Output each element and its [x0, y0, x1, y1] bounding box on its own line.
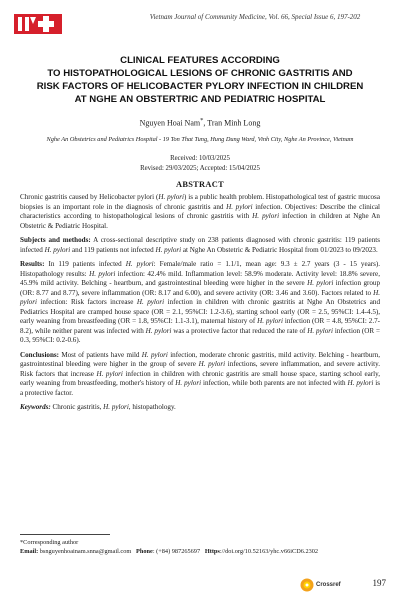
- text: In 119 patients infected: [44, 260, 126, 268]
- other-authors: , Tran Minh Long: [203, 118, 261, 128]
- doi-link[interactable]: ://doi.org/10.52163/yhc.v66iCD6.2302: [219, 547, 319, 555]
- abstract-intro: [20, 193, 380, 231]
- species-name: H. pylori: [44, 245, 71, 254]
- corresponding-mark: *: [200, 117, 204, 124]
- section-label: Results:: [20, 260, 45, 268]
- species-name: H. pylori: [141, 350, 168, 359]
- species-name: H. pylori: [89, 269, 116, 278]
- text: infection: Risk factors increase: [36, 298, 137, 306]
- abstract-heading: ABSTRACT: [175, 180, 224, 189]
- title-line: AT NGHE AN OBSTERTRIC AND PEDIATRIC HOSPITAL: [74, 94, 326, 105]
- page-number: 197: [372, 578, 386, 588]
- abstract-body: [20, 193, 380, 418]
- text: : Female/male ratio = 1.1/1, mean age: 9.3 ± 2.7 years (3 - 15 years). Histopathology results:: [20, 260, 380, 278]
- text: infection group (OR: 8.77 and 8.77), severe inflammation (OR: 8.17 and 6.00), and severe activity (OR: 3.46 and 3.60). Factors related to: [20, 279, 380, 297]
- species-name: H. pylori: [158, 193, 185, 201]
- article-title: [20, 54, 380, 106]
- species-name: H. pylori: [252, 212, 280, 220]
- text: at Nghe An Obstetric & Pediatric Hospital from 01/2023 to 09/2023.: [181, 245, 378, 254]
- species-name: H. pylori: [175, 379, 202, 387]
- text: infection, moderate chronic gastritis, mild activity. Belching - heartburn, gastrointestinal bleeding were higher in the group of severe: [20, 350, 380, 368]
- text: infections, severe inflammation, and severe activity. Risk factors that increase: [20, 360, 380, 378]
- crossref-icon: [300, 578, 314, 592]
- title-line: TO HISTOPATHOLOGICAL LESIONS OF CHRONIC GASTRITIS AND: [47, 68, 353, 79]
- abstract-conclusions: [20, 351, 380, 399]
- title-line: CLINICAL FEATURES ACCORDING: [120, 55, 280, 66]
- species-name: H. pylori: [136, 298, 165, 306]
- species-name: H. pylori: [198, 360, 226, 368]
- species-name: H. pylori: [257, 317, 283, 325]
- text: infection, while both parents are not infected with: [201, 379, 348, 387]
- species-name: H. pylori: [125, 260, 154, 268]
- abstract-keywords: [20, 403, 380, 413]
- species-name: H. pylori: [155, 245, 182, 254]
- footnote: [20, 539, 390, 556]
- species-name: H. pylori: [103, 403, 129, 411]
- phone-label: Phone: [136, 547, 153, 555]
- crossref-label: Crossref: [316, 582, 341, 588]
- text: Chronic gastritis,: [50, 403, 104, 411]
- species-name: H. pylori: [307, 326, 333, 335]
- section-label: Conclusions:: [20, 350, 60, 359]
- abstract-results: [20, 260, 380, 346]
- abstract-subjects: [20, 236, 380, 255]
- journal-logo: [14, 12, 64, 36]
- text: infection. Objectives: Describe the clinical characteristics according to histopathological lesions of chronic gastritis with: [20, 202, 380, 220]
- text: infection in children with chronic gastritis at Nghe An Obstetrics and Pediatrics Hospital are cramped house space (OR = 2.1, 95%CI: 1.2-3.6), starting school early (OR = 2.5, 95%CI: 1.4-4.5), early weaning from breastfeeding (OR = 1.8, 95%CI: 1.1-3.1), maternal history of: [20, 298, 380, 325]
- title-line: RISK FACTORS OF HELICOBACTER PYLORY INFECTION IN CHILDREN: [36, 81, 364, 92]
- email-label: Email:: [20, 547, 39, 555]
- email-address[interactable]: bsnguyenhoainam.snna@gmail.com: [38, 547, 132, 555]
- text: , histopathology.: [128, 403, 176, 411]
- text: infection (OR = 4.8, 95%CI: 2.7-8.2), while neither parent was infected with: [20, 317, 380, 335]
- phone-number: : (+84) 987265697: [152, 547, 201, 555]
- species-name: H. pylori: [145, 326, 172, 335]
- received-date: Received: 10/03/2025: [170, 155, 230, 162]
- author-list: [20, 117, 380, 128]
- revised-accepted-date: Revised: 29/03/2025; Accepted: 15/04/2025: [140, 165, 260, 172]
- crossref-badge[interactable]: [300, 577, 350, 593]
- red-cross-logo-icon: [14, 12, 64, 36]
- species-name: H. pylori: [96, 369, 123, 378]
- species-name: H. pylori: [347, 379, 374, 387]
- doi-label: Https: [204, 547, 220, 555]
- contact-line: [20, 548, 390, 557]
- corresponding-author-note: *Corresponding author: [20, 539, 79, 546]
- affiliation: Nghe An Obstetrics and Pediatrics Hospital - 19 Ton That Tung, Hung Dung Ward, Vinh City, Nghe An Province, Vietnam: [46, 136, 354, 143]
- text: infection (OR = 0.3, 95%CI: 0.2-0.6).: [20, 326, 380, 344]
- text: infection in children at Nghe An Obstetric & Pediatric Hospital.: [20, 212, 380, 230]
- section-label: Subjects and methods:: [20, 236, 91, 244]
- article-dates: [20, 154, 380, 174]
- text: is a protective factor.: [20, 379, 380, 397]
- species-name: H. pylori: [307, 279, 334, 287]
- species-name: H. pylori: [20, 288, 380, 306]
- text: Chronic gastritis caused by Helicobacter pylori (: [20, 193, 159, 201]
- text: was a protective factor that reduced the rate of: [171, 326, 308, 335]
- species-name: H. pylori: [226, 202, 253, 211]
- text: and 119 patients not infected: [70, 245, 156, 254]
- section-label: Keywords:: [20, 403, 51, 411]
- text: Most of patients have mild: [59, 350, 142, 359]
- footnote-divider: [20, 534, 110, 535]
- text: infection: 42.4% mild. Inflammation level: 58.9% moderate. Activity level: 18.8% severe, 45.9% mild activity. Belching - heartburn, and gastrointestinal bleeding were higher in the severe: [20, 269, 380, 287]
- journal-header: Vietnam Journal of Community Medicine, Vol. 66, Special Issue 6, 197-202: [149, 13, 361, 21]
- text: A cross-sectional descriptive study on 238 patients diagnosed with chronic gastritis: 119 patients infected: [20, 236, 380, 254]
- text: ) is a public health problem. Histopathological test of gastric mucosa biopsies is an important role in the diagnosis of chronic gastritis and: [20, 193, 380, 211]
- first-author: Nguyen Hoai Nam: [139, 118, 201, 128]
- text: infection in children with chronic gastritis are small house space, starting school early, early weaning from breastfeeding, mother's history of: [20, 369, 381, 387]
